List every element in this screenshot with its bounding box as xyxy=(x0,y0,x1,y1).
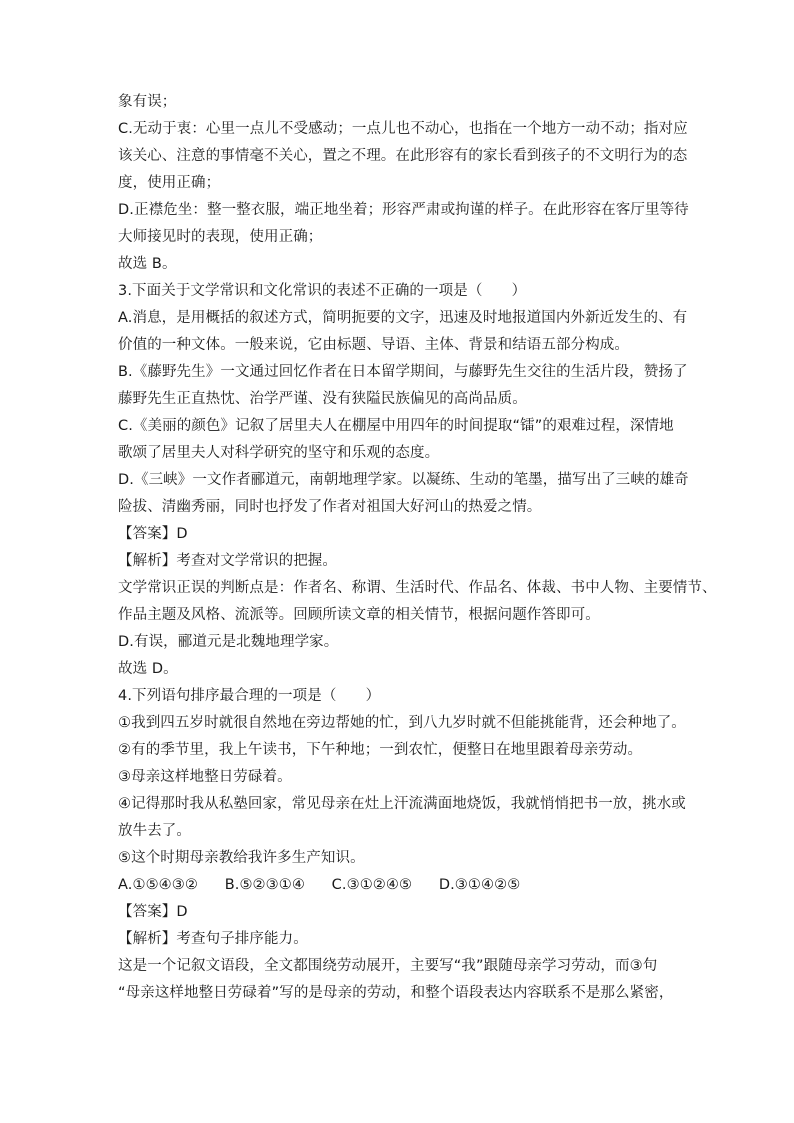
text-line: 放牛去了。 xyxy=(118,823,191,839)
analysis-label: 【解析】考查对文学常识的把握。 xyxy=(118,553,337,569)
option-b: B.⑤②③①④ xyxy=(224,877,305,893)
text-line: D.《三峡》一文作者郦道元，南朝地理学家。以凝练、生动的笔墨，描写出了三峡的雄奇 xyxy=(118,472,689,488)
text-line: D.有误，郦道元是北魏地理学家。 xyxy=(118,634,339,650)
text-line: ⑤这个时期母亲教给我许多生产知识。 xyxy=(118,850,365,866)
text-line: ③母亲这样地整日劳碌着。 xyxy=(118,769,292,785)
text-line: 歌颂了居里夫人对科学研究的坚守和乐观的态度。 xyxy=(118,445,440,461)
answer-label: 【答案】D xyxy=(118,526,188,542)
text-line: “母亲这样地整日劳碌着”写的是母亲的劳动，和整个语段表达内容联系不是那么紧密， xyxy=(118,985,674,1001)
question-4-options xyxy=(118,872,678,899)
option-d: D.③①④②⑤ xyxy=(438,877,521,893)
text-line: 故选 B。 xyxy=(118,256,177,272)
document-page xyxy=(118,89,717,1007)
text-line: C.《美丽的颜色》记叙了居里夫人在棚屋中用四年的时间提取“镭”的艰难过程，深情地 xyxy=(118,418,674,434)
text-line: 价值的一种文体。一般来说，它由标题、导语、主体、背景和结语五部分构成。 xyxy=(118,337,629,353)
text-line: D.正襟危坐：整一整衣服，端正地坐着；形容严肃或拘谨的样子。在此形容在客厅里等待 xyxy=(118,202,689,218)
text-line: ④记得那时我从私塾回家，常见母亲在灶上汗流满面地烧饭，我就悄悄把书一放，挑水或 xyxy=(118,796,686,812)
text-line: 作品主题及风格、流派等。回顾所读文章的相关情节，根据问题作答即可。 xyxy=(118,607,600,623)
answer-label: 【答案】D xyxy=(118,904,188,920)
text-line: ①我到四五岁时就很自然地在旁边帮她的忙，到八九岁时就不但能挑能背，还会种地了。 xyxy=(118,715,686,731)
text-line: 险拔、清幽秀丽，同时也抒发了作者对祖国大好河山的热爱之情。 xyxy=(118,499,542,515)
text-line: 大师接见时的表现，使用正确； xyxy=(118,229,323,245)
text-line: C.无动于衷：心里一点儿不受感动；一点儿也不动心，也指在一个地方一动不动；指对应 xyxy=(118,121,688,137)
text-line: 度，使用正确； xyxy=(118,175,221,191)
analysis-label: 【解析】考查句子排序能力。 xyxy=(118,931,308,947)
text-line: 文学常识正误的判断点是：作者名、称谓、生活时代、作品名、体裁、书中人物、主要情节、 xyxy=(118,580,717,596)
text-line: B.《藤野先生》一文通过回忆作者在日本留学期间，与藤野先生交往的生活片段，赞扬了 xyxy=(118,364,688,380)
text-line: 藤野先生正直热忱、治学严谨、没有狭隘民族偏见的高尚品质。 xyxy=(118,391,527,407)
question-4-stem: 4.下列语句排序最合理的一项是（ ） xyxy=(118,688,381,704)
text-line: 故选 D。 xyxy=(118,661,178,677)
text-line: 这是一个记叙文语段，全文都围绕劳动展开，主要写“我”跟随母亲学习劳动，而③句 xyxy=(118,958,658,974)
text-line: 象有误； xyxy=(118,94,177,110)
option-c: C.③①②④⑤ xyxy=(331,877,413,893)
text-line: A.消息，是用概括的叙述方式，简明扼要的文字，迅速及时地报道国内外新近发生的、有 xyxy=(118,310,688,326)
option-a: A.①⑤④③② xyxy=(118,877,198,893)
text-line: ②有的季节里，我上午读书，下午种地；一到农忙，便整日在地里跟着母亲劳动。 xyxy=(118,742,643,758)
text-line: 该关心、注意的事情毫不关心，置之不理。在此形容有的家长看到孩子的不文明行为的态 xyxy=(118,148,688,164)
question-3-stem: 3.下面关于文学常识和文化常识的表述不正确的一项是（ ） xyxy=(118,283,527,299)
